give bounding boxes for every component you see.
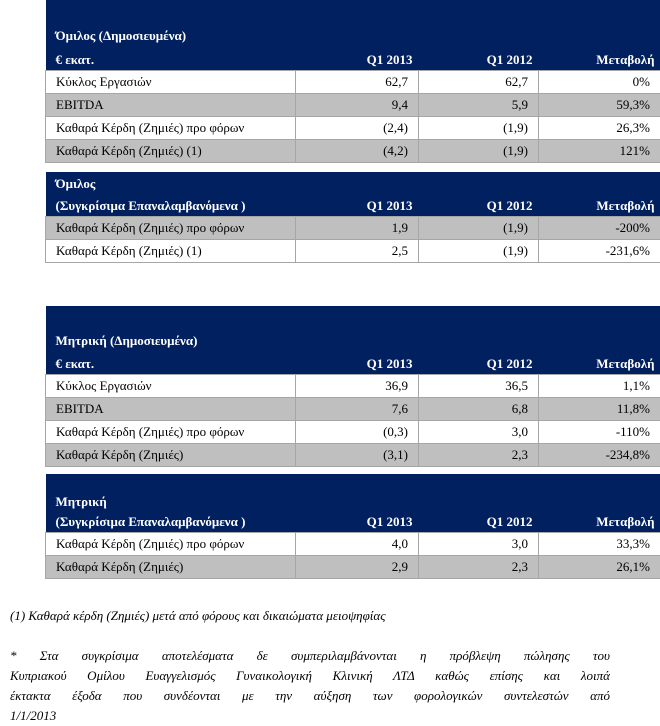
row-label: EBITDA bbox=[46, 398, 296, 421]
table-title: Μητρική (Δημοσιευμένα) bbox=[46, 328, 660, 354]
row-value-q1-2013: (4,2) bbox=[296, 140, 419, 163]
row-label: Κύκλος Εργασιών bbox=[46, 71, 296, 94]
row-label: Καθαρά Κέρδη (Ζημιές) bbox=[46, 556, 296, 579]
row-value-q1-2012: (1,9) bbox=[419, 217, 539, 240]
column-header-q1-2012: Q1 2012 bbox=[419, 50, 539, 71]
row-value-q1-2012: 3,0 bbox=[419, 421, 539, 444]
column-header-q1-2012: Q1 2012 bbox=[419, 196, 539, 217]
row-value-q1-2012: 2,3 bbox=[419, 556, 539, 579]
table-row bbox=[46, 240, 660, 263]
row-value-q1-2012: 5,9 bbox=[419, 94, 539, 117]
row-value-q1-2012: (1,9) bbox=[419, 240, 539, 263]
footnote-2-line: 1/1/2013 bbox=[10, 706, 610, 726]
table-row bbox=[46, 533, 660, 556]
row-value-q1-2012: (1,9) bbox=[419, 140, 539, 163]
column-header-q1-2013: Q1 2013 bbox=[296, 354, 419, 375]
row-value-q1-2013: 62,7 bbox=[296, 71, 419, 94]
row-label: Καθαρά Κέρδη (Ζημιές) bbox=[46, 444, 296, 467]
row-value-change: 26,3% bbox=[539, 117, 660, 140]
row-value-q1-2012: 3,0 bbox=[419, 533, 539, 556]
parent-comparable-table bbox=[45, 474, 660, 579]
row-value-q1-2013: 2,9 bbox=[296, 556, 419, 579]
row-value-q1-2012: 6,8 bbox=[419, 398, 539, 421]
column-unit-label: (Συγκρίσιμα Επαναλαμβανόμενα ) bbox=[46, 512, 296, 533]
column-header-q1-2013: Q1 2013 bbox=[296, 196, 419, 217]
row-label: Καθαρά Κέρδη (Ζημιές) προ φόρων bbox=[46, 117, 296, 140]
row-value-q1-2013: (2,4) bbox=[296, 117, 419, 140]
footnote-2-line: * Στα συγκρίσιμα αποτελέσματα δε συμπεριλαμβάνονται η πρόβλεψη πώλησης του bbox=[10, 646, 610, 666]
row-label: Καθαρά Κέρδη (Ζημιές) προ φόρων bbox=[46, 533, 296, 556]
table-title: Όμιλος (Δημοσιευμένα) bbox=[46, 22, 660, 50]
row-value-q1-2012: 36,5 bbox=[419, 375, 539, 398]
table-header-band bbox=[46, 0, 660, 22]
row-label: Καθαρά Κέρδη (Ζημιές) (1) bbox=[46, 140, 296, 163]
column-unit-label: € εκατ. bbox=[46, 50, 296, 71]
row-value-change: 59,3% bbox=[539, 94, 660, 117]
column-header-change: Μεταβολή bbox=[539, 50, 660, 71]
row-value-q1-2013: 36,9 bbox=[296, 375, 419, 398]
table-row bbox=[46, 556, 660, 579]
table-row bbox=[46, 217, 660, 240]
column-header-q1-2013: Q1 2013 bbox=[296, 50, 419, 71]
table-row bbox=[46, 421, 660, 444]
group-comparable-table bbox=[45, 172, 660, 263]
column-header-q1-2013: Q1 2013 bbox=[296, 512, 419, 533]
footnote-2-line: Κυπριακού Ομίλου Ευαγγελισμός Γυναικολογική Κλινική ΛΤΔ καθώς επίσης και λοιπά bbox=[10, 666, 610, 686]
column-header-change: Μεταβολή bbox=[539, 512, 660, 533]
row-value-q1-2012: (1,9) bbox=[419, 117, 539, 140]
parent-published-table bbox=[45, 306, 660, 467]
row-label: Καθαρά Κέρδη (Ζημιές) προ φόρων bbox=[46, 421, 296, 444]
row-label: Κύκλος Εργασιών bbox=[46, 375, 296, 398]
column-header-change: Μεταβολή bbox=[539, 196, 660, 217]
column-unit-label: € εκατ. bbox=[46, 354, 296, 375]
table-row bbox=[46, 444, 660, 467]
row-label: EBITDA bbox=[46, 94, 296, 117]
row-value-q1-2012: 2,3 bbox=[419, 444, 539, 467]
row-label: Καθαρά Κέρδη (Ζημιές) προ φόρων bbox=[46, 217, 296, 240]
row-value-change: -110% bbox=[539, 421, 660, 444]
table-row bbox=[46, 117, 660, 140]
table-row bbox=[46, 94, 660, 117]
row-value-change: 1,1% bbox=[539, 375, 660, 398]
table-row bbox=[46, 71, 660, 94]
row-value-change: -234,8% bbox=[539, 444, 660, 467]
footnote-1: (1) Καθαρά κέρδη (Ζημιές) μετά από φόρους και δικαιώματα μειοψηφίας bbox=[10, 606, 610, 626]
row-value-change: 33,3% bbox=[539, 533, 660, 556]
footnote-2-line: έκτακτα έξοδα που συνδέονται με την αύξηση των φορολογικών συντελεστών από bbox=[10, 686, 610, 706]
row-value-q1-2013: 1,9 bbox=[296, 217, 419, 240]
row-value-change: 11,8% bbox=[539, 398, 660, 421]
row-value-change: -231,6% bbox=[539, 240, 660, 263]
table-row bbox=[46, 140, 660, 163]
footnote-2 bbox=[10, 646, 610, 726]
column-header-q1-2012: Q1 2012 bbox=[419, 354, 539, 375]
row-value-q1-2013: (3,1) bbox=[296, 444, 419, 467]
row-value-change: 121% bbox=[539, 140, 660, 163]
row-value-q1-2013: 4,0 bbox=[296, 533, 419, 556]
row-value-change: 0% bbox=[539, 71, 660, 94]
table-title: Μητρική bbox=[46, 492, 660, 512]
column-unit-label: (Συγκρίσιμα Επαναλαμβανόμενα ) bbox=[46, 196, 296, 217]
row-label: Καθαρά Κέρδη (Ζημιές) (1) bbox=[46, 240, 296, 263]
row-value-q1-2012: 62,7 bbox=[419, 71, 539, 94]
table-row bbox=[46, 375, 660, 398]
group-published-table bbox=[45, 0, 660, 163]
table-header-band bbox=[46, 306, 660, 328]
row-value-change: 26,1% bbox=[539, 556, 660, 579]
row-value-q1-2013: (0,3) bbox=[296, 421, 419, 444]
row-value-change: -200% bbox=[539, 217, 660, 240]
row-value-q1-2013: 7,6 bbox=[296, 398, 419, 421]
table-row bbox=[46, 398, 660, 421]
table-header-band bbox=[46, 474, 660, 492]
column-header-change: Μεταβολή bbox=[539, 354, 660, 375]
column-header-q1-2012: Q1 2012 bbox=[419, 512, 539, 533]
table-title: Όμιλος bbox=[46, 172, 660, 196]
row-value-q1-2013: 2,5 bbox=[296, 240, 419, 263]
row-value-q1-2013: 9,4 bbox=[296, 94, 419, 117]
